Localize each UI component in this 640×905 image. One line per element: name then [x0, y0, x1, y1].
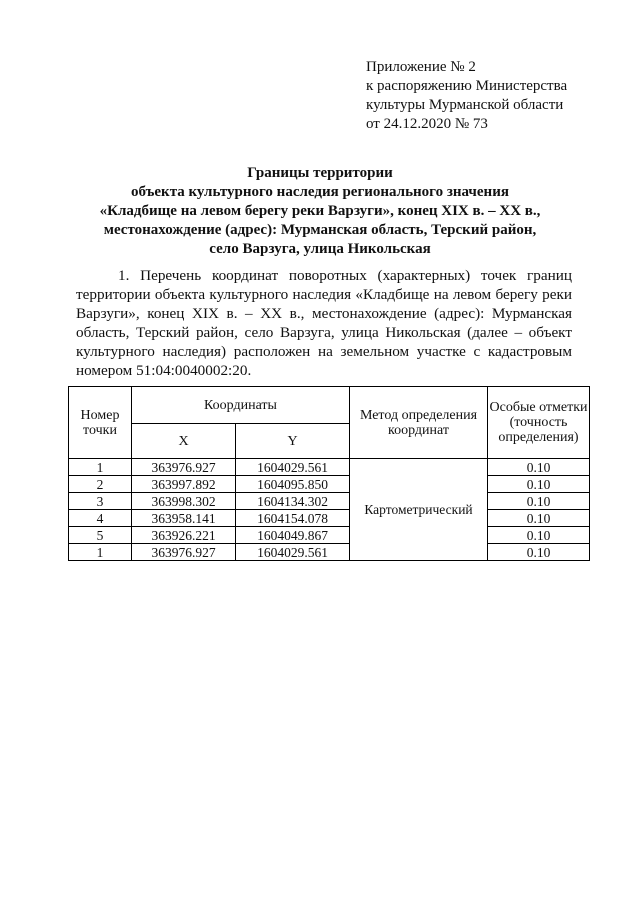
cell-accuracy: 0.10: [488, 510, 590, 527]
body-paragraph: 1. Перечень координат поворотных (характерных) точек границ территории объекта культурного наследия «Кладбище на левом берегу реки Варзуги», конец XIX в. – XX в., местонахождение (адрес): Мурманская область, Терский район, село Варзуга, улица Никольская (далее – объект культурного наследия) расположен на земельном участке с кадастровым номером 51:04:0040002:20.: [76, 267, 572, 379]
table-row: [69, 510, 590, 527]
appendix-line: к распоряжению Министерства: [366, 78, 568, 94]
coordinates-table: [68, 386, 590, 561]
header-notes: Особые отметки (точность определения): [488, 387, 590, 459]
table-row: [69, 493, 590, 510]
cell-x: 363958.141: [132, 510, 236, 527]
cell-y: 1604029.561: [236, 459, 350, 476]
header-x: X: [132, 424, 236, 459]
cell-point-number: 1: [69, 544, 132, 561]
cell-point-number: 1: [69, 459, 132, 476]
cell-y: 1604134.302: [236, 493, 350, 510]
title-line: село Варзуга, улица Никольская: [209, 241, 431, 257]
cell-x: 363997.892: [132, 476, 236, 493]
cell-accuracy: 0.10: [488, 527, 590, 544]
title-line: местонахождение (адрес): Мурманская область, Терский район,: [103, 222, 537, 238]
cell-point-number: 3: [69, 493, 132, 510]
cell-point-number: 4: [69, 510, 132, 527]
title-line: «Кладбище на левом берегу реки Варзуги», конец XIX в. – XX в.,: [99, 203, 541, 219]
document-title: [60, 164, 580, 259]
table-row: [69, 476, 590, 493]
cell-x: 363976.927: [132, 459, 236, 476]
title-line: Границы территории: [247, 165, 393, 181]
header-y: Y: [236, 424, 350, 459]
cell-accuracy: 0.10: [488, 459, 590, 476]
cell-y: 1604154.078: [236, 510, 350, 527]
cell-x: 363926.221: [132, 527, 236, 544]
title-line: объекта культурного наследия регионального значения: [131, 184, 509, 200]
appendix-line: культуры Мурманской области: [366, 97, 564, 113]
cell-method: Картометрический: [350, 459, 488, 561]
header-method: Метод определения координат: [350, 387, 488, 459]
cell-x: 363976.927: [132, 544, 236, 561]
appendix-line: от 24.12.2020 № 73: [366, 116, 488, 132]
table-row: [69, 527, 590, 544]
cell-accuracy: 0.10: [488, 493, 590, 510]
cell-accuracy: 0.10: [488, 476, 590, 493]
table-row: [69, 459, 590, 476]
cell-point-number: 2: [69, 476, 132, 493]
cell-point-number: 5: [69, 527, 132, 544]
header-coordinates: Координаты: [132, 387, 350, 424]
cell-y: 1604049.867: [236, 527, 350, 544]
appendix-line: Приложение № 2: [366, 59, 476, 75]
cell-y: 1604029.561: [236, 544, 350, 561]
cell-x: 363998.302: [132, 493, 236, 510]
cell-accuracy: 0.10: [488, 544, 590, 561]
cell-y: 1604095.850: [236, 476, 350, 493]
header-point-number: Номер точки: [69, 387, 132, 459]
table-row: [69, 544, 590, 561]
appendix-header: [366, 58, 567, 134]
